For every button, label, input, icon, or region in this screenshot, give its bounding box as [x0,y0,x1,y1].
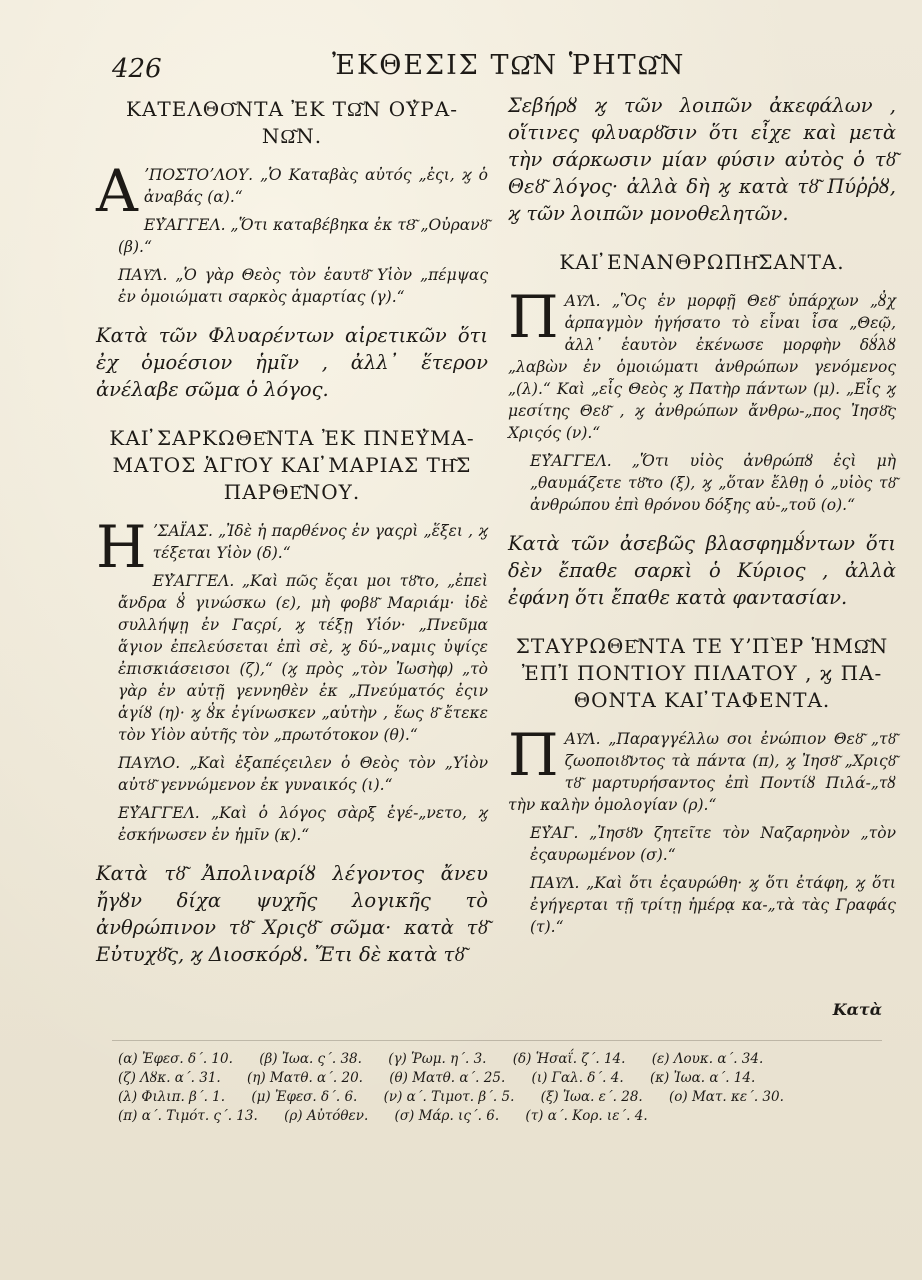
footnote: (θ) Ματθ. α΄. 25. [389,1070,506,1086]
footnote: (η) Ματθ. α΄. 20. [247,1070,363,1086]
footnote: (ι) Γαλ. δ΄. 4. [531,1070,624,1086]
footnote: (δ) Ἡσαΐ. ζ΄. 14. [512,1051,626,1067]
commentary-text: Κατὰ τῶν ἀσεβῶς βλασφημȣ́ντων ὅτι δὲν ἔπαθε σαρκὶ ὁ Κύριος , ἀλλὰ ἐφάνη ὅτι ἔπαθε κατὰ φαντασίαν. [508,532,896,609]
citation-paragraph: ΕΥ̓ΑΓΓΕΛ. „Ὅτι υἱὸς ἀνθρώπȣ ἐςὶ μὴ „θαυμάζετε τȣ͂το (ξ), ϗ „ὅταν ἔλθῃ ὁ „υἱὸς τȣ͂ ἀνθρώπου ἐπὶ θρόνου δόξης αὐ-„τοῦ (ο).“ [530,452,896,514]
commentary-text: Κατὰ τῶν Φλυαρέντων αἱρετικῶν ὅτι ἐχ ὁμοέσιον ἡμῖν , ἀλλ᾽ ἕτερον ἀνέλαβε σῶμα ὁ λόγος. [96,324,488,401]
commentary-continuation: Σεβήρȣ ϗ τῶν λοιπῶν ἀκεφάλων , οἵτινες φλυαρȣ͂σιν ὅτι εἶχε καὶ μετὰ τὴν σάρκωσιν μίαν φύσιν αὐτὸς ὁ τȣ͂ Θεȣ͂ λόγος· ἀλλὰ δὴ ϗ κατὰ τȣ͂ Πύῤῥȣ, ϗ τῶν λοιπῶν μονοθελητῶν. [508,94,896,225]
section-heading: ΚΑΙ ̓ΕΝΑΝΘΡΩΠΗ͂ΣΑΝΤΑ. [559,250,845,274]
right-column [508,92,896,944]
footnote: (ο) Ματ. κε΄. 30. [669,1089,784,1105]
section-heading: ΣΤΑΥΡΩΘΕ͂ΝΤΑ ΤΕ ΥʼΠῈΡ ἩΜΩ͂Ν ἘΠἸ ΠΟΝΤΙΟΥ ΠΙΛΑΤΟΥ , ϗ ΠΑ-ΘΟΝΤΑ ΚΑΙ ̓ΤΑΦΕΝΤΑ. [515,634,889,712]
footnote: (μ) Ἐφεσ. δ΄. 6. [251,1089,358,1105]
left-column [96,92,488,990]
page-number: 426 [112,54,162,84]
commentary-text: Κατὰ τȣ͂ Ἀπολιναρίȣ λέγοντος ἄνευ ἤγȣν δίχα ψυχῆς λογικῆς τὸ ἀνθρώπινον τȣ͂ Χριςȣ͂ σῶμα· κατὰ τȣ͂ Εὐτυχȣ͂ς, ϗ Διοσκόρȣ. Ἔτι δὲ κατὰ τȣ͂ [96,862,488,966]
footnote: (ρ) Αὐτόθεν. [284,1108,369,1124]
footnote: (τ) α΄. Κορ. ιε΄. 4. [525,1108,648,1124]
footnote: (κ) Ἰωα. α΄. 14. [649,1070,756,1086]
section-heading: ΚΑΙ ̓ΣΑΡΚΩΘΕ͂ΝΤΑ ἘΚ ΠΝΕΥ̓ΜΑ-ΜΑΤΟΣ ἉΓΙ͂ΟΥ ΚΑΙ ̓ΜΑΡΙΑΣ ΤΗ͂Σ ΠΑΡΘΕ͂ΝΟΥ. [109,426,475,504]
footnote-divider [112,1040,882,1041]
footnote: (β) Ἰωα. ς΄. 38. [259,1051,362,1067]
drop-cap: Α [96,157,138,225]
drop-cap: Η [96,513,147,581]
citation-paragraph: ΕΥ̓ΑΓΓΕΛ. „Ὅτι καταβέβηκα ἐκ τȢ͂ „Οὐρανȣ͂ (β).“ [118,216,488,256]
drop-cap: Π [508,283,559,351]
footnote: (γ) Ῥωμ. η΄. 3. [388,1051,487,1067]
citation-paragraph [96,513,488,581]
citation-paragraph: ΕΥ̓ΑΓ. „Ἰησȣ͂ν ζητεῖτε τὸν Ναζαρηνὸν „τὸν ἐςαυρωμένον (σ).“ [530,824,896,864]
citation-paragraph [508,283,896,444]
footnote: (ξ) Ἰωα. ε΄. 28. [540,1089,643,1105]
citation-paragraph: ΠΑΥ͂Λ. „Καὶ ὅτι ἐςαυρώθη· ϗ ὅτι ἐτάφη, ϗ ὅτι ἐγήγερται τῇ τρίτῃ ἡμέρᾳ κα-„τὰ τὰς Γραφάς (τ).“ [530,874,896,936]
paragraph-text: ʼΣΑΪΑΣ. „Ἰδὲ ἡ παρθένος ἐν γαςρὶ „ἕξει , ϗ τέξεται Υἱὸν (δ).“ [152,522,488,562]
catchword: Κατὰ [832,1000,882,1019]
footnotes [118,1050,894,1126]
running-head: ἘΚΘΕΣΙΣ ΤΩ͂Ν ῬΗΤΩ͂Ν [332,50,686,81]
footnote: (σ) Μάρ. ις΄. 6. [394,1108,500,1124]
drop-cap: Π [508,721,559,789]
citation-paragraph: ΕΥ̓ΑΓΓΕΛ. „Καὶ πῶς ἔςαι μοι τȣ͂το, „ἐπεὶ ἄνδρα ȣ̓ γινώσκω (ε), μὴ φοβȣ͂ Μαριάμ· ἰδὲ συλλήψῃ ἐν Γαςρί, ϗ τέξῃ Υἱόν· „Πνεῦμα ἅγιον ἐπελεύσεται ἐπὶ σὲ, ϗ δύ-„ναμις ὑψίςε ἐπισκιάσεισοι (ζ),“ (ϗ πρὸς „τὸν Ἰωσὴφ) „τὸ γὰρ ἐν αὐτῇ γεννηθὲν ἐκ „Πνεύματός ἐςιν ἁγίȣ (η)· ϗ ȣ̓κ ἐγίνωσκεν „αὐτὴν , ἕως ȣ͂ ἔτεκε τὸν Υἱὸν αὐτῆς τὸν „πρωτότοκον (θ).“ [118,572,488,744]
paragraph-text: ΑΥ͂Λ. „Παραγγέλλω σοι ἐνώπιον Θεȣ͂ „τȣ͂ ζωοποιȣ͂ντος τὰ πάντα (π), ϗ Ἰησȣ͂ „Χριςȣ͂ τȣ͂ μαρτυρήσαντος ἐπὶ Ποντίȣ Πιλά-„τȣ τὴν καλὴν ὁμολογίαν (ρ).“ [508,730,896,814]
citation-paragraph [508,721,896,816]
paragraph-text: ΑΥ͂Λ. „Ὃς ἐν μορφῇ Θεȣ͂ ὑπάρχων „ȣ̓χ ἁρπαγμὸν ἡγήσατο τὸ εἶναι ἶσα „Θεῷ, ἀλλ᾽ ἑαυτὸν ἐκένωσε μορφὴν δȣ́λȣ „λαβὼν ἐν ὁμοιώματι ἀνθρώπων γενόμενος „(λ).“ Καὶ „εἷς Θεὸς ϗ Πατὴρ πάντων (μ). „Εἷς ϗ μεσίτης Θεȣ͂ , ϗ ἀνθρώπων ἄνθρω-„πος Ἰησȣ͂ς Χριςός (ν).“ [508,292,896,442]
citation-paragraph: ΕΥ̓ΑΓΓΕΛ. „Καὶ ὁ λόγος σὰρξ ἐγέ-„νετο, ϗ ἐσκήνωσεν ἐν ἡμῖν (κ).“ [118,804,488,844]
footnote: (ε) Λουκ. α΄. 34. [651,1051,764,1067]
footnote: (ν) α΄. Τιμοτ. β΄. 5. [383,1089,515,1105]
footnote: (α) Ἐφεσ. δ΄. 10. [118,1051,233,1067]
citation-paragraph: ΠΑΥ͂ΛΟ. „Καὶ ἐξαπέςειλεν ὁ Θεὸς τὸν „Υἱὸν αὐτȣ͂ γεννώμενον ἐκ γυναικός (ι).“ [118,754,488,794]
footnote: (π) α΄. Τιμότ. ς΄. 13. [118,1108,258,1124]
section-heading: ΚΑΤΕΛΘΟ͂ΝΤΑ ἘΚ ΤΩ͂Ν ΟΥ̓ΡΑ-ΝΩ͂Ν. [126,97,458,148]
citation-paragraph: ΠΑΥ͂Λ. „Ὁ γὰρ Θεὸς τὸν ἑαυτȣ͂ Υἱὸν „πέμψας ἐν ὁμοιώματι σαρκὸς ἁμαρτίας (γ).“ [118,266,488,306]
citation-paragraph [96,157,488,225]
paragraph-text: ʼΠΟΣΤΟʼΛΟΥ. „Ὁ Καταβὰς αὐτός „ἐςι, ϗ ὁ ἀναβάς (α).“ [143,166,488,206]
footnote: (ζ) Λȣκ. α΄. 31. [118,1070,221,1086]
page-header [112,48,882,88]
footnote: (λ) Φιλιπ. β΄. 1. [118,1089,226,1105]
